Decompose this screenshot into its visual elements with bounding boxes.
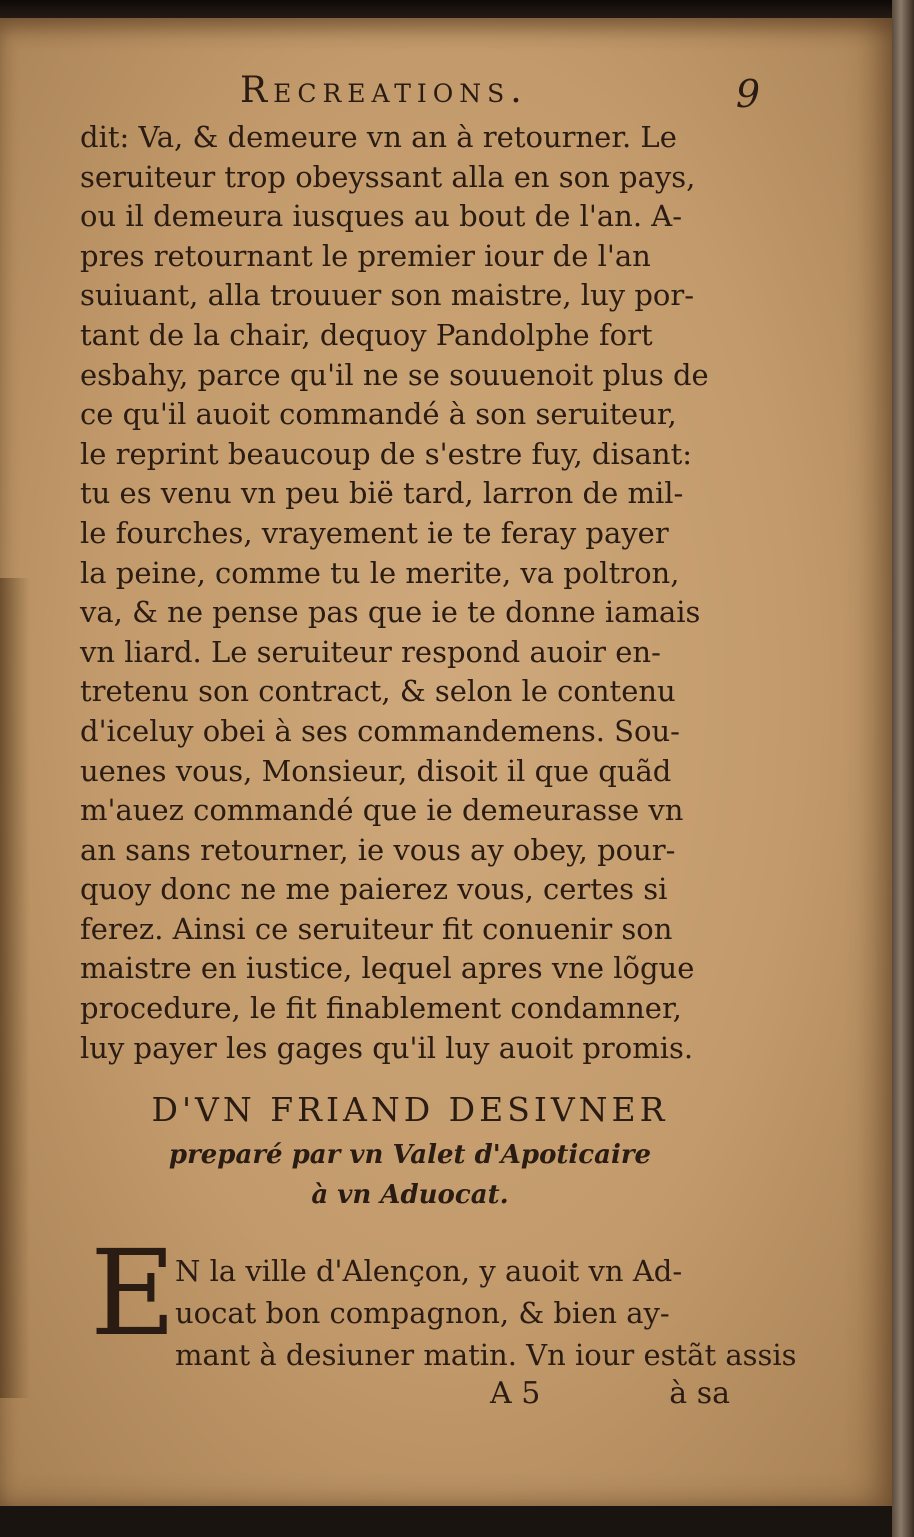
section-subheading-2: à vn Aduocat.	[311, 1180, 509, 1210]
text-line: procedure, le fit finablement condamner,	[80, 991, 682, 1026]
text-line: an sans retourner, ie vous ay obey, pour-	[80, 832, 676, 867]
text-line: suiuant, alla trouuer son maistre, luy por-	[80, 278, 695, 313]
text-line: ferez. Ainsi ce seruiteur fit conuenir son	[80, 911, 673, 946]
page-footer	[490, 1376, 730, 1416]
text-line: mant à desiuner matin. Vn iour estãt assis	[175, 1338, 797, 1372]
text-line: tu es venu vn peu bië tard, larron de mil-	[80, 476, 684, 511]
text-line: le reprint beaucoup de s'estre fuy, disant:	[80, 436, 693, 471]
page-number: 9	[735, 72, 760, 116]
text-line: dit: Va, & demeure vn an à retourner. Le	[80, 120, 677, 154]
text-line: ou il demeura iusques au bout de l'an. A-	[80, 199, 682, 234]
book-edge	[892, 0, 914, 1537]
text-line: va, & ne pense pas que ie te donne iamais	[80, 595, 701, 630]
text-line: tant de la chair, dequoy Pandolphe fort	[80, 317, 653, 352]
text-line: N la ville d'Alençon, y auoit vn Ad-	[175, 1254, 683, 1288]
text-line: seruiteur trop obeyssant alla en son pays,	[80, 159, 696, 194]
text-line: esbahy, parce qu'il ne se souuenoit plus de	[80, 357, 709, 392]
text-line: tretenu son contract, & selon le contenu	[80, 674, 676, 709]
section-heading: D'VN FRIAND DESIVNER	[151, 1090, 669, 1129]
text-line: pres retournant le premier iour de l'an	[80, 238, 651, 273]
signature-mark: A 5	[490, 1376, 541, 1411]
text-line: d'iceluy obei à ses commandemens. Sou-	[80, 713, 680, 748]
left-margin-stain	[0, 578, 30, 1398]
drop-cap: E	[90, 1224, 177, 1362]
text-line: quoy donc ne me paierez vous, certes si	[80, 872, 668, 907]
text-line: uocat bon compagnon, & bien ay-	[175, 1296, 670, 1330]
text-line: vn liard. Le seruiteur respond auoir en-	[80, 634, 661, 669]
text-line: luy payer les gages qu'il luy auoit promis.	[80, 1030, 694, 1065]
text-line: uenes vous, Monsieur, disoit il que quãd	[80, 753, 672, 788]
body-text	[80, 118, 740, 1068]
section-subheading: preparé par vn Valet d'Apoticaire	[168, 1140, 652, 1170]
text-line: la peine, comme tu le merite, va poltron,	[80, 555, 680, 590]
running-title: Recreations.	[240, 70, 528, 111]
text-line: le fourches, vrayement ie te feray payer	[80, 515, 669, 550]
page-header	[240, 70, 760, 120]
text-line: maistre en iustice, lequel apres vne lõgue	[80, 951, 695, 986]
text-line: ce qu'il auoit commandé à son seruiteur,	[80, 397, 677, 432]
book-page	[0, 18, 896, 1506]
text-line: m'auez commandé que ie demeurasse vn	[80, 793, 684, 828]
catchword: à sa	[669, 1376, 730, 1411]
paragraph-2	[175, 1250, 797, 1376]
